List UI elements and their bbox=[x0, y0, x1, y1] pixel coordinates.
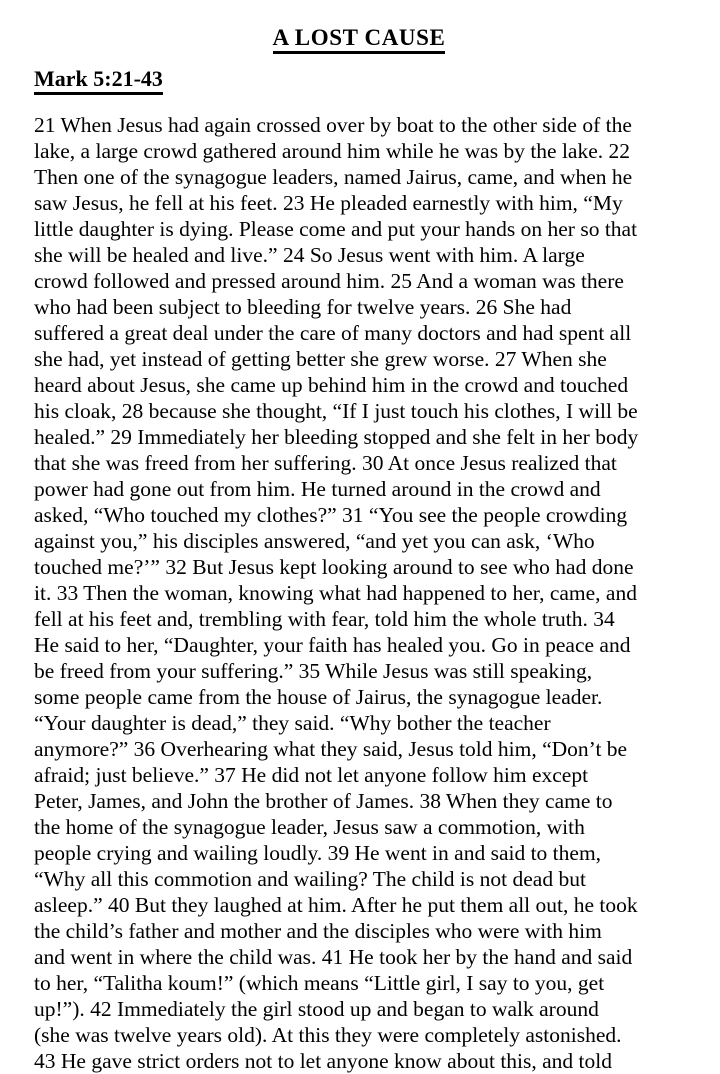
text-line: asleep.” 40 But they laughed at him. After he put them all out, he took bbox=[34, 893, 638, 917]
text-line: it. 33 Then the woman, knowing what had happened to her, came, and bbox=[34, 581, 637, 605]
text-line: Then one of the synagogue leaders, named Jairus, came, and when he bbox=[34, 165, 633, 189]
passage-text bbox=[34, 112, 684, 1074]
text-line: “Why all this commotion and wailing? The child is not dead but bbox=[34, 867, 586, 891]
text-line: the child’s father and mother and the disciples who were with him bbox=[34, 919, 602, 943]
text-line: she will be healed and live.” 24 So Jesus went with him. A large bbox=[34, 243, 585, 267]
heading-row bbox=[34, 68, 684, 95]
text-line: “Your daughter is dead,” they said. “Why bother the teacher bbox=[34, 711, 551, 735]
text-line: some people came from the house of Jairus, the synagogue leader. bbox=[34, 685, 603, 709]
text-line: who had been subject to bleeding for twelve years. 26 She had bbox=[34, 295, 572, 319]
text-line: healed.” 29 Immediately her bleeding stopped and she felt in her body bbox=[34, 425, 639, 449]
text-line: lake, a large crowd gathered around him while he was by the lake. 22 bbox=[34, 139, 631, 163]
text-line: Peter, James, and John the brother of James. 38 When they came to bbox=[34, 789, 613, 813]
text-line: fell at his feet and, trembling with fear, told him the whole truth. 34 bbox=[34, 607, 615, 631]
text-line: be freed from your suffering.” 35 While Jesus was still speaking, bbox=[34, 659, 593, 683]
text-line: anymore?” 36 Overhearing what they said, Jesus told him, “Don’t be bbox=[34, 737, 628, 761]
text-line: 21 When Jesus had again crossed over by boat to the other side of the bbox=[34, 113, 632, 137]
text-line: asked, “Who touched my clothes?” 31 “You see the people crowding bbox=[34, 503, 628, 527]
text-line: heard about Jesus, she came up behind him in the crowd and touched bbox=[34, 373, 629, 397]
text-line: touched me?’” 32 But Jesus kept looking around to see who had done bbox=[34, 555, 634, 579]
text-line: crowd followed and pressed around him. 25 And a woman was there bbox=[34, 269, 624, 293]
text-line: people crying and wailing loudly. 39 He went in and said to them, bbox=[34, 841, 602, 865]
text-line: up!”). 42 Immediately the girl stood up and began to walk around bbox=[34, 997, 599, 1021]
text-line: suffered a great deal under the care of many doctors and had spent all bbox=[34, 321, 632, 345]
text-line: the home of the synagogue leader, Jesus saw a commotion, with bbox=[34, 815, 585, 839]
text-line: his cloak, 28 because she thought, “If I just touch his clothes, I will be bbox=[34, 399, 638, 423]
text-line: saw Jesus, he fell at his feet. 23 He pleaded earnestly with him, “My bbox=[34, 191, 623, 215]
text-line: and went in where the child was. 41 He took her by the hand and said bbox=[34, 945, 633, 969]
text-line: against you,” his disciples answered, “and yet you can ask, ‘Who bbox=[34, 529, 595, 553]
text-line: to her, “Talitha koum!” (which means “Little girl, I say to you, get bbox=[34, 971, 605, 995]
text-line: 43 He gave strict orders not to let anyone know about this, and told bbox=[34, 1049, 612, 1073]
text-line: little daughter is dying. Please come and put your hands on her so that bbox=[34, 217, 638, 241]
document-title: A LOST CAUSE bbox=[273, 26, 446, 54]
text-line: (she was twelve years old). At this they were completely astonished. bbox=[34, 1023, 622, 1047]
text-line: afraid; just believe.” 37 He did not let anyone follow him except bbox=[34, 763, 589, 787]
text-line: power had gone out from him. He turned around in the crowd and bbox=[34, 477, 601, 501]
text-line: that she was freed from her suffering. 30 At once Jesus realized that bbox=[34, 451, 617, 475]
text-line: He said to her, “Daughter, your faith has healed you. Go in peace and bbox=[34, 633, 631, 657]
passage-reference: Mark 5:21-43 bbox=[34, 68, 163, 95]
text-line: she had, yet instead of getting better she grew worse. 27 When she bbox=[34, 347, 607, 371]
title-row bbox=[34, 26, 684, 53]
